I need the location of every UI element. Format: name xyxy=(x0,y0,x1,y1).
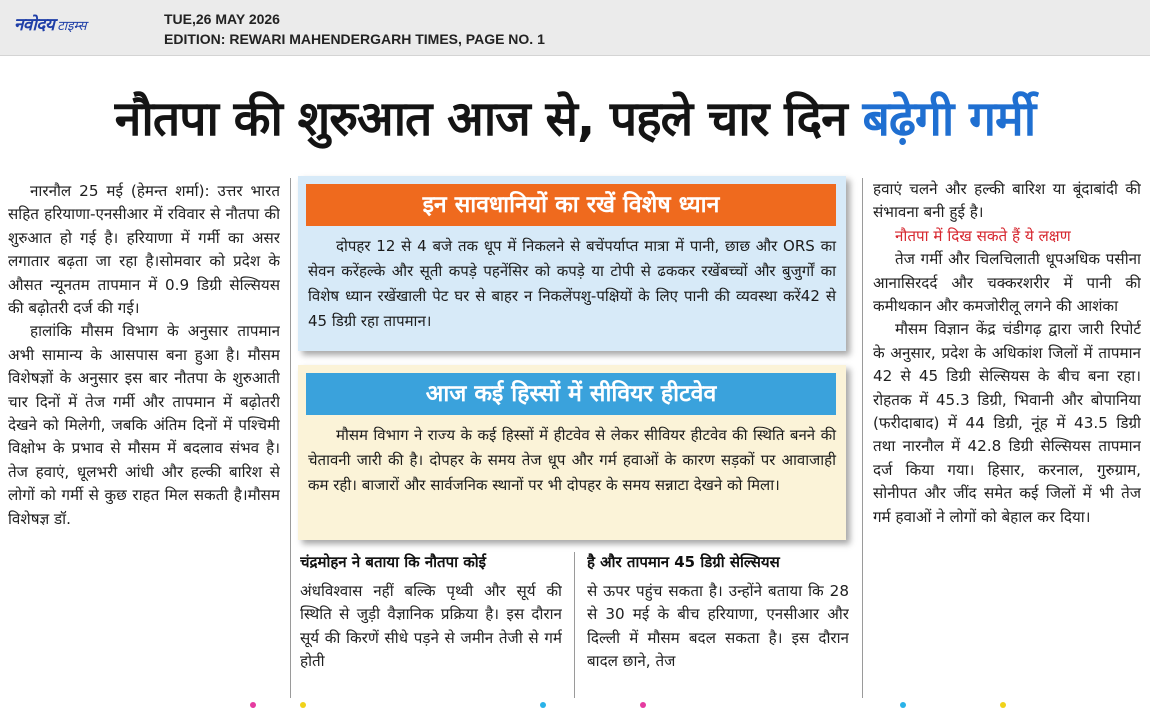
registration-dot-icon xyxy=(300,702,306,708)
logo-main-text: नवोदय xyxy=(14,15,55,35)
column-divider xyxy=(290,178,291,698)
heatwave-box xyxy=(298,365,846,540)
precautions-box-body: दोपहर 12 से 4 बजे तक धूप में निकलने से बचेंपर्याप्त मात्रा में पानी, छाछ और ORS का सेवन करेंहल्के और सूती कपड़े पहनेंसिर को कपड़े या टोपी से ढककर रखेंबच्चों और बुजुर्गों का विशेष ध्यान रखेंखाली पेट घर से बाहर न निकलेंपशु-पक्षियों के लिए पानी की व्यवस्था करें42 से 45 डिग्री रहा तापमान। xyxy=(308,237,836,330)
edition-info xyxy=(164,9,545,49)
precautions-box xyxy=(298,176,846,351)
symptoms-subheading: नौतपा में दिख सकते हैं ये लक्षण xyxy=(895,226,1071,245)
article-paragraph: से ऊपर पहुंच सकता है। उन्होंने बताया कि 28 से 30 मई के बीच हरियाणा, एनसीआर और दिल्ली में मौसम बदल सकता है। इस दौरान बादल छाने, तेज xyxy=(587,582,849,671)
article-paragraph: अंधविश्वास नहीं बल्कि पृथ्वी और सूर्य की स्थिति से जुड़ी वैज्ञानिक प्रक्रिया है। इस दौरान सूर्य की किरणें सीधे पड़ने से जमीन तेजी से गर्म होती xyxy=(300,582,562,671)
article-paragraph: हालांकि मौसम विभाग के अनुसार तापमान अभी सामान्य के आसपास बना हुआ है। मौसम विशेषज्ञों के अनुसार इस बार नौतपा के शुरुआती चार दिनों में तेज गर्मी और तापमान में बढ़ोतरी देखने को मिलेगी, जबकि अंतिम दिनों में पश्चिमी विक्षोभ के प्रभाव से मौसम में बदलाव संभव है। तेज हवाएं, धूलभरी आंधी और हल्की बारिश से लोगों को गर्मी से कुछ राहत मिल सकती है।मौसम विशेषज्ञ डॉ. xyxy=(8,322,280,528)
article-column-2 xyxy=(300,580,562,696)
article-column-4 xyxy=(873,178,1141,698)
newspaper-logo[interactable] xyxy=(14,12,87,35)
logo-sub-text: टाइम्स xyxy=(57,19,87,34)
column-divider xyxy=(574,552,575,698)
issue-date: TUE,26 MAY 2026 xyxy=(164,11,280,27)
article-paragraph: हवाएं चलने और हल्की बारिश या बूंदाबांदी की संभावना बनी हुई है। xyxy=(873,180,1141,222)
symptoms-list: तेज गर्मी और चिलचिलाती धूपअधिक पसीना आनासिरदर्द और चक्करशरीर में पानी की कमीथकान और कमजोरीलू लगने की आशंका xyxy=(873,250,1141,316)
article-column-1 xyxy=(8,180,280,698)
article-column-3 xyxy=(587,580,849,696)
masthead-bar xyxy=(0,0,1150,56)
column-3-heading: है और तापमान 45 डिग्री सेल्सियस xyxy=(587,553,780,571)
edition-name: EDITION: REWARI MAHENDERGARH TIMES, PAGE NO. 1 xyxy=(164,31,545,47)
heatwave-box-title: आज कई हिस्सों में सीवियर हीटवेव xyxy=(306,373,836,415)
registration-dot-icon xyxy=(900,702,906,708)
registration-dot-icon xyxy=(1000,702,1006,708)
heatwave-box-body: मौसम विभाग ने राज्य के कई हिस्सों में हीटवेव से लेकर सीवियर हीटवेव की स्थिति बनने की चेतावनी जारी की है। दोपहर के समय तेज धूप और गर्म हवाओं के कारण सड़कों पर आवाजाही कम रही। बाजारों और सार्वजनिक स्थानों पर भी दोपहर के समय सन्नाटा देखने को मिला। xyxy=(308,426,836,494)
headline-accent: बढ़ेगी गर्मी xyxy=(862,91,1036,147)
article-paragraph: नारनौल 25 मई (हेमन्त शर्मा): उत्तर भारत सहित हरियाणा-एनसीआर में रविवार से नौतपा की शुरुआत हो गई है। हरियाणा में गर्मी का असर लगातार बढ़ता जा रहा है।सोमवार को प्रदेश के औसत न्यूनतम तापमान में 0.9 डिग्री सेल्सियस की बढ़ोतरी दर्ज की गई। xyxy=(8,182,280,318)
column-divider xyxy=(862,178,863,698)
page-headline xyxy=(0,84,1150,154)
registration-dot-icon xyxy=(640,702,646,708)
registration-dot-icon xyxy=(540,702,546,708)
headline-main: नौतपा की शुरुआत आज से, पहले चार दिन xyxy=(114,91,863,147)
column-2-heading: चंद्रमोहन ने बताया कि नौतपा कोई xyxy=(300,553,486,571)
article-paragraph: मौसम विज्ञान केंद्र चंडीगढ़ द्वारा जारी रिपोर्ट के अनुसार, प्रदेश के अधिकांश जिलों में तापमान 42 से 45 डिग्री सेल्सियस के बीच बना रहा। रोहतक में 45.3 डिग्री, भिवानी और बोपानिया (फरीदाबाद) में 44 डिग्री, नूंह में 43.5 डिग्री तथा नारनौल में 42.8 डिग्री सेल्सियस तापमान दर्ज किया गया। हिसार, करनाल, गुरुग्राम, सोनीपत और जींद समेत कई जिलों में भी तेज गर्म हवाओं ने लोगों को बेहाल कर दिया। xyxy=(873,320,1141,526)
print-registration-marks xyxy=(0,700,1150,708)
registration-dot-icon xyxy=(250,702,256,708)
precautions-box-title: इन सावधानियों का रखें विशेष ध्यान xyxy=(306,184,836,226)
